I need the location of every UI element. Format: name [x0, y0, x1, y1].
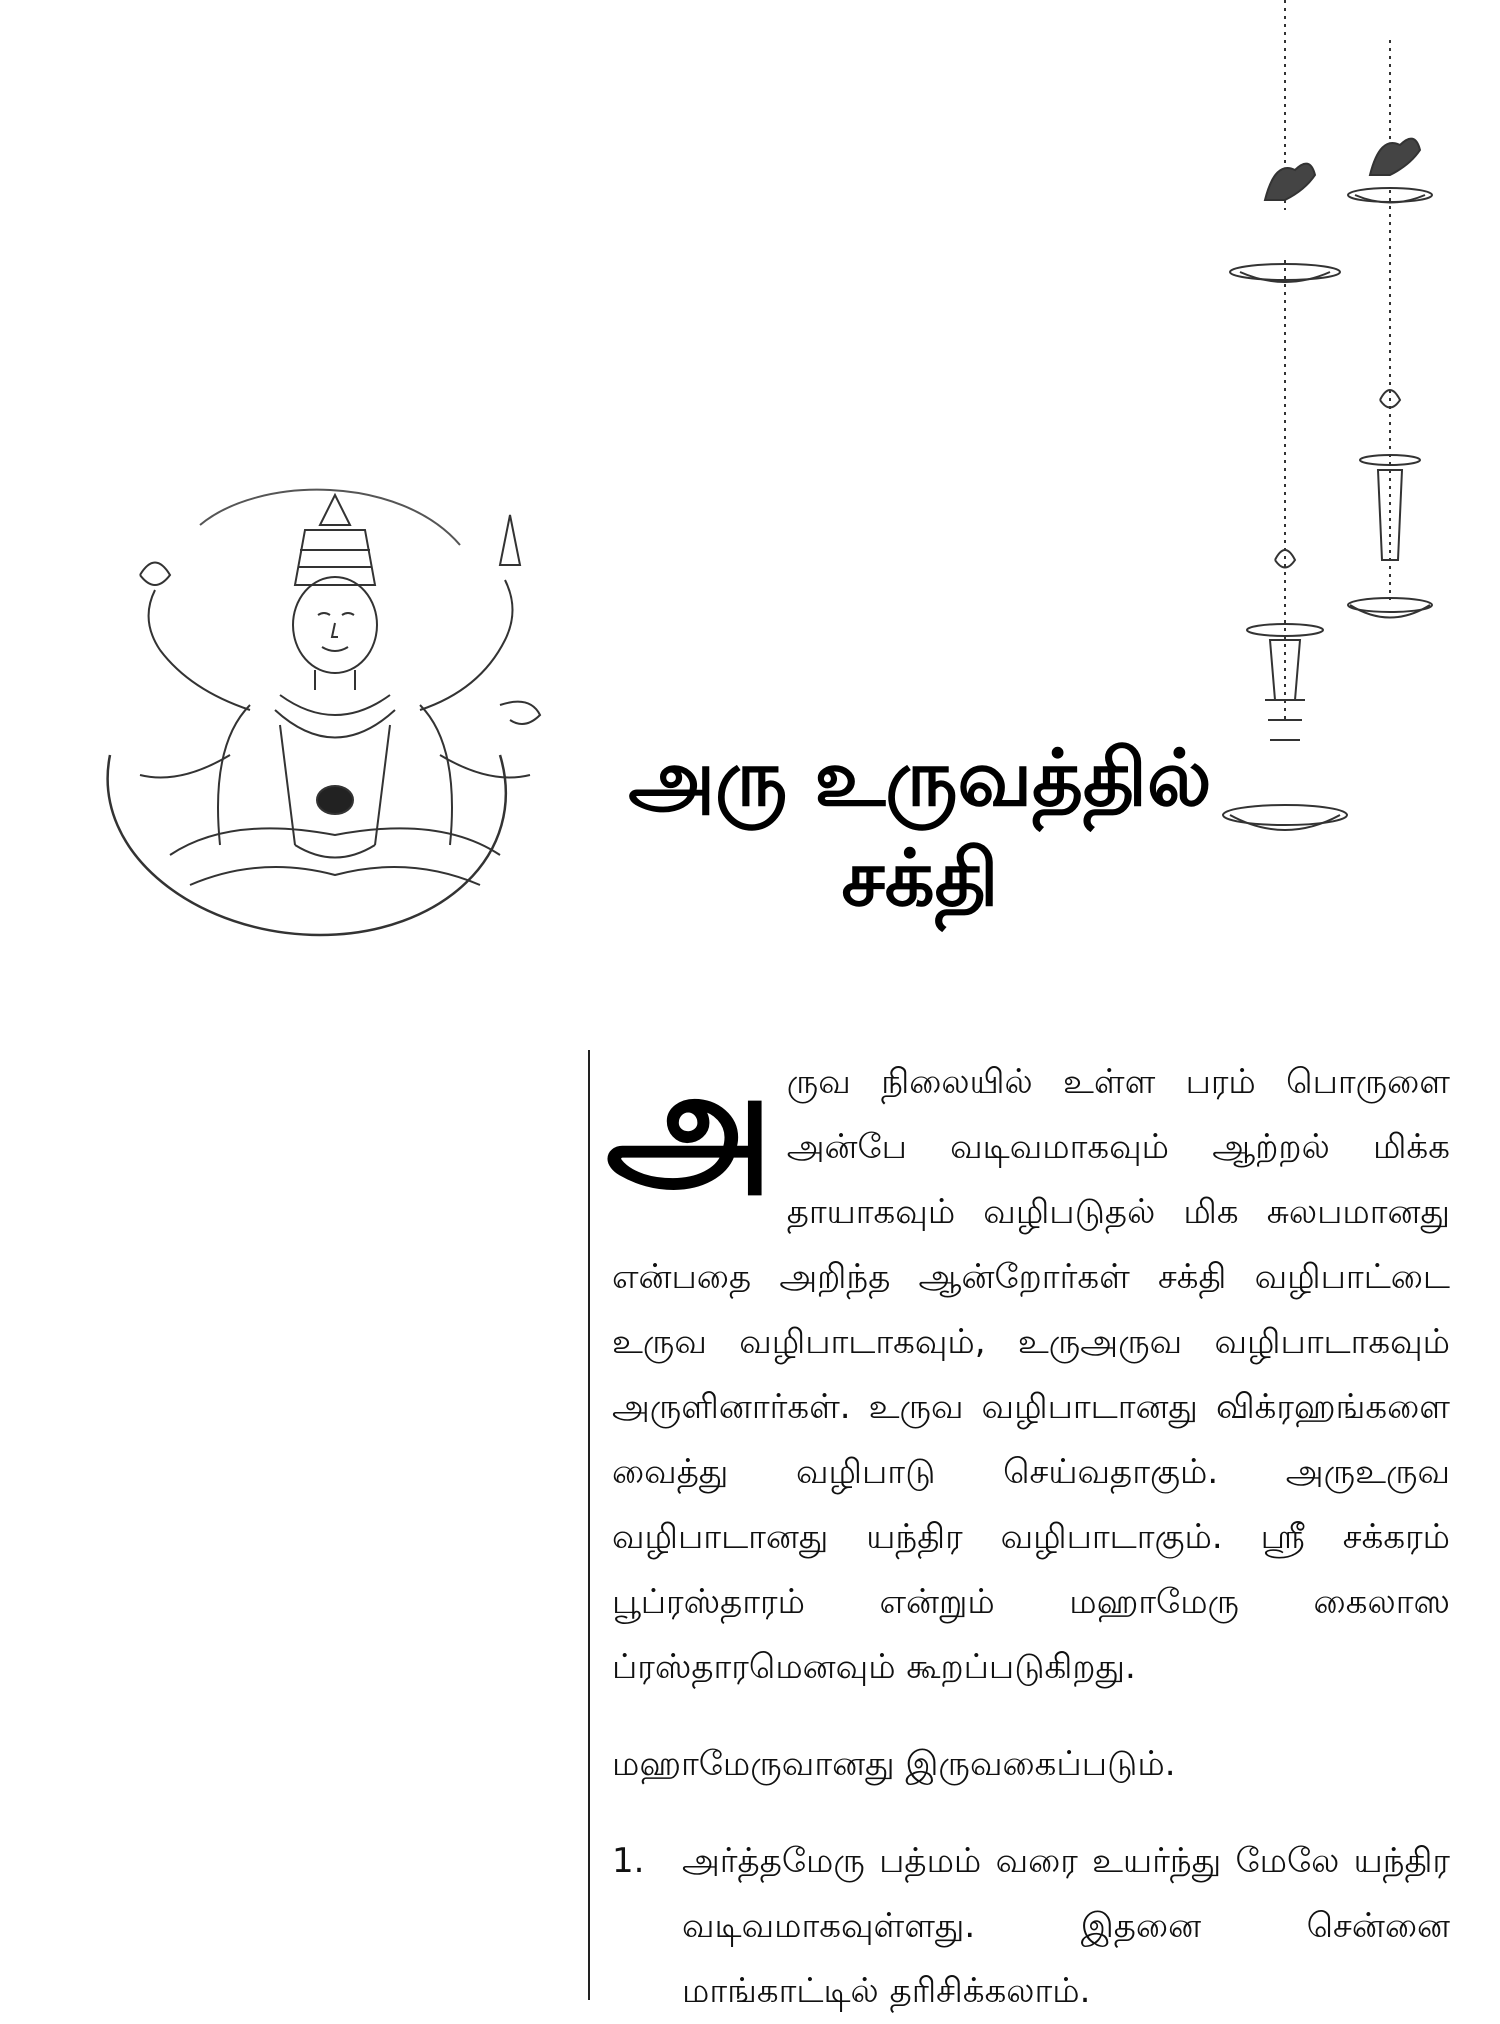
list-item [612, 1829, 1450, 2024]
paragraph-2: மஹாமேருவானது இருவகைப்படும். [612, 1744, 1176, 1784]
deity-illustration [80, 455, 560, 945]
body-text [606, 1035, 1450, 2024]
list-item-text: அர்த்தமேரு பத்மம் வரை உயர்ந்து மேலே யந்திர வடிவமாகவுள்ளது. இதனை சென்னை மாங்காட்டில் தரிசிக்கலாம். [682, 1841, 1450, 2011]
drop-cap: அ [606, 1035, 773, 1211]
paragraph-1: ருவ நிலையில் உள்ள பரம் பொருளை அன்பே வடிவமாகவும் ஆற்றல் மிக்க தாயாகவும் வழிபடுதல் மிக சுலபமானது என்பதை அறிந்த ஆன்றோர்கள் சக்தி வழிபாட்டை உருவ வழிபாடாகவும், உருஅருவ வழிபாடாகவும் அருளினார்கள். உருவ வழிபாடானது விக்ரஹங்களை வைத்து வழிபாடு செய்வதாகும். அருஉருவ வழிபாடானது யந்திர வழிபாடாகும். ஸ்ரீ சக்கரம் பூப்ரஸ்தாரம் என்றும் மஹாமேரு கைலாஸ ப்ரஸ்தாரமெனவும் கூறப்படுகிறது. [612, 1062, 1450, 1687]
chapter-title-line2: சக்தி [841, 833, 999, 924]
types-list [612, 1829, 1450, 2024]
column-divider [588, 1050, 590, 2000]
chapter-title-line1: அரு உருவத்தில் [628, 734, 1212, 824]
chapter-title [560, 730, 1280, 930]
list-item-marker: 1. [612, 1841, 645, 1881]
intro-paragraph [606, 1035, 1450, 1700]
